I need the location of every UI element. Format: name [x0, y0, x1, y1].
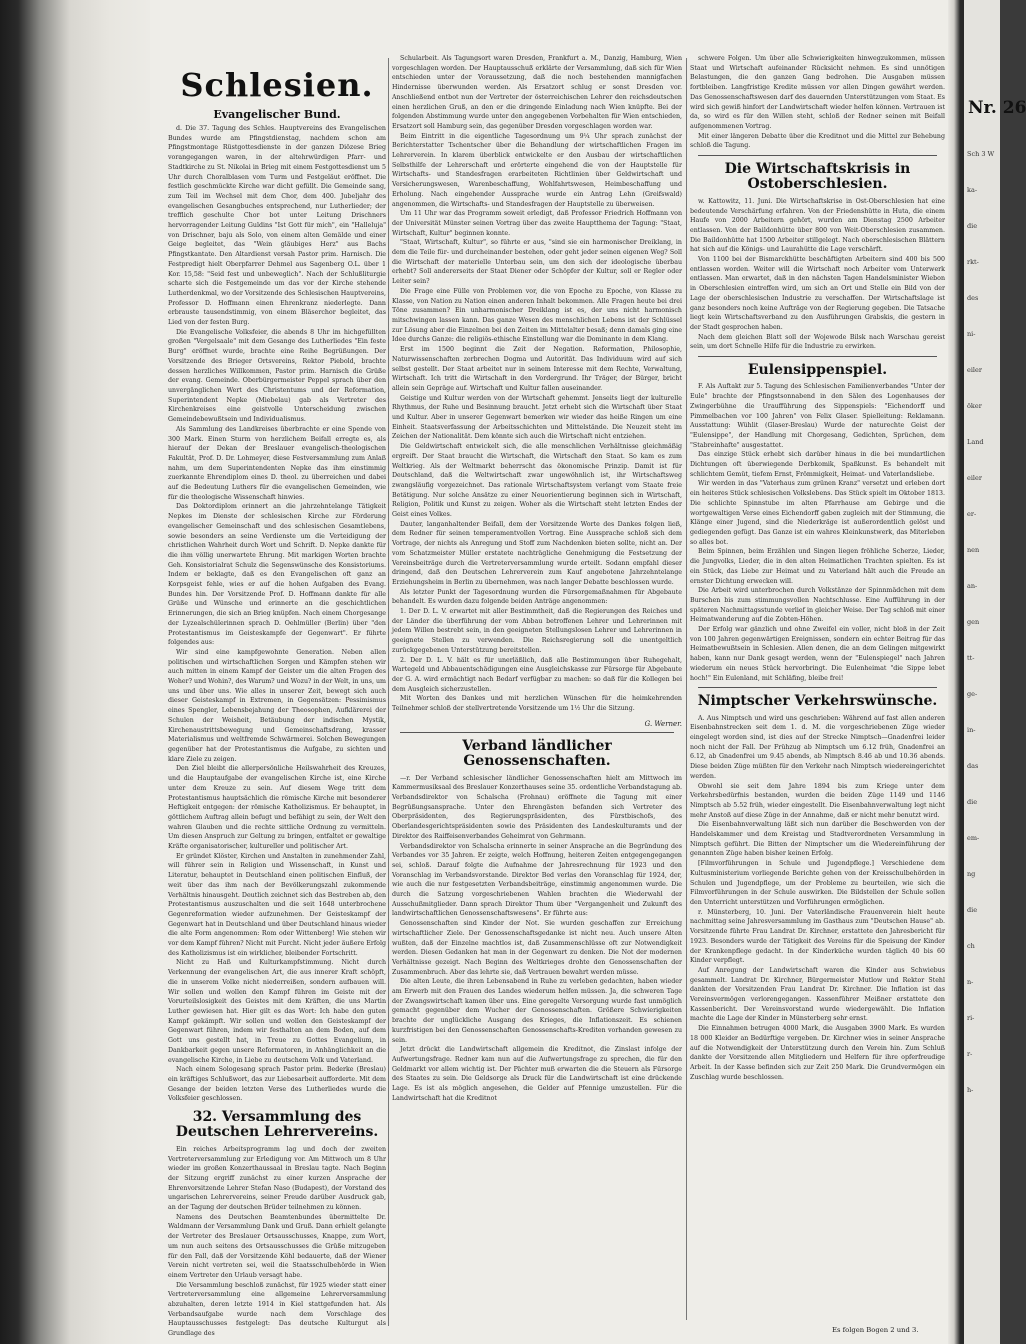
next-page-fragment: des — [967, 294, 979, 302]
paragraph: Die Evangelische Volksfeier, die abends 8 Uhr im hichgefüllten großen "Vergelsaale" mit dem Gesange des Lutherliedes "Ein feste Burg" eröffnet wurde, brachte eine Reihe Begrüßungen. Der Vorsitzende des Brieger Ortsvereins, Rektor Piebold, brachte dessen herzliches Willkommen, Pastor prim. Harnisch die Grüße der evang. Gemeinde. Oberbürgermeister Peppel sprach über den unvergänglichen Wert des Christentums und der Reformation, Superintendent Nepke (Miebelau) gab als Vertreter des Kirchenkreises eine geistvolle Unterscheidung zwischen Gemeindebewußtsein und Individualismus. — [168, 328, 386, 424]
section-title-lehrerverein: 32. Versammlung des Deutschen Lehrervereins. — [175, 1109, 379, 1141]
paragraph: Den Ziel bleibt die allerpersönliche Heilswahrheit des Kreuzes, und die Hauptaufgabe der evangelischen Kirche ist, eine Kirche unter dem Kreuze zu sein. Auf diesem Wege tritt dem Protestantismus hauptsächlich die römische Kirche mit besonderer Heftigkeit entgegen: der römische Katholizismus. Er behauptet, in göttlichem Auftrag allein befugt und befähigt zu sein, der Welt den wahren Glauben und die rechte sittliche Ordnung zu vermitteln. Um diesen Anspruch zur Geltung zu bringen, entfaltet er gewaltige Kräfte organisatorischer, kultureller und politischer Art. — [168, 765, 386, 851]
next-page-fragment: gen — [967, 618, 980, 626]
next-page-fragment: eiler — [967, 366, 982, 374]
next-page-fragment: er- — [967, 510, 977, 518]
section-title-nimptsch: Nimptscher Verkehrswünsche. — [697, 693, 938, 710]
paragraph: Wir werden in das "Vaterhaus zum grünen Kranz" versetzt und erleben dort ein heiteres Stück schlesischen Volkslebens. Das Stück spielt im Oktober 1813. Die schlichte Spinnstube im alten Pfarrhause am Gebirge und die wortgewaltigen Verse eines Eichendorff gaben zugleich mit der Stimmung, die Klänge einer Jugend, sind die Niederkräge ist außerordentlich gelöst und gediegenden gefügt. Das Ganze ist ein wahres Kleinkunstwerk, das Miterleben so alles bot. — [690, 480, 945, 546]
article-evangelischer-bund — [168, 124, 386, 1104]
divider — [698, 356, 937, 357]
article-wirtschaftskrisis — [690, 197, 945, 352]
paragraph: Nach einem Sologesang sprach Pastor prim. Bederke (Breslau) ein kräftiges Schlußwort, das zur Liebesarbeit aufforderte. Mit dem Gesange der beiden letzten Verse des Lutherliedes wurde die Volksfeier geschlossen. — [168, 1066, 386, 1103]
paragraph: Die alten Leute, die ihren Lebensabend in Ruhe zu verleben gedachten, haben wieder am Erwerb mit den Frauen des Landes wiederum helfen müssen. Ja, die schweren Tage der Zwangswirtschaft kamen über uns. Eine geregelte Versorgung wurde fast unmöglich gemacht gegenüber dem Wucher der Genossenschaften. Größere Schwierigkeiten brachte der unglückliche Ausgang des Krieges, die Inflationszeit. Es schienen kurzfristigen bei den Genossenschaften Genossenschafts-Krediten vorhanden gewesen zu sein. — [392, 978, 682, 1044]
next-page-fragment: die — [967, 798, 978, 806]
article-genossenschaften — [392, 774, 682, 1104]
paragraph: Erst im 1500 beginnt die Zeit der Negation. Reformation, Philosophie, Naturwissenschaften zerbrechen Dogma und Autorität. Das Individuum wird auf sich selbst gestellt. Der Staat arbeitet nur in seinem Interesse mit dem Rechte, Verwaltung, Wirtschaft. Ich tritt die Wirtschaft in den Vordergrund. Ihr Träger, der Bürger, bricht allein sein Gepräge auf. Wirtschaft und Kultur fallen auseinander. — [392, 346, 682, 392]
paragraph: Namens des Deutschen Beamtenbundes übermittelte Dr. Waldmann der Versammlung Dank und Gruß. Dann erhielt gelangte der Vertreter des Breslauer Ortsausschusses, Knappe, zum Wort, um nun auch seitens des Ortsausschusses die Grüße mitzugeben für den Fall, daß der Vorsitzende Köhl bedauerte, daß der Wiener Verein nicht vertreten sei, weil die Staatsschulbehörde in Wien einem Vertreter den Urlaub versagt habe. — [168, 1213, 386, 1279]
next-page-fragment: tt- — [967, 654, 975, 662]
paragraph: Nicht zu Haß und Kulturkampfstimmung. Nicht durch Verkennung der evangelischen Art, die aus innerer Kraft schöpft, die in unserem Volke nicht niederreißen, sondern aufbauen will. Wir sollen und wollen den Kampf führen im Geiste mit der Vorurteilslosigkeit des Geistes mit dem Kräften, die uns Martin Luther gewiesen hat. Hier gilt es das Wort: Ich habe den guten Kampf gekämpft. Wir sollen und wollen den Geisteskampf der Gegenwart führen, indem wir festhalten an dem Boden, auf dem Gott uns gestellt hat, in Treue zu Gottes Evangelium, in Dankbarkeit gegen unsere Reformatoren, in Anhänglichkeit an die evangelische Kirche, in Liebe zu deutschem Volk und Vaterland. — [168, 959, 386, 1064]
footer-note: Es folgen Bogen 2 und 3. — [832, 1326, 919, 1334]
divider — [400, 732, 674, 733]
paragraph: Beim Eintritt in die eigentliche Tagesordnung um 9¼ Uhr sprach zunächst der Berichterstatter Tschentscher über die Behandlung der wirtschaftlichen Fragen im Lehrerverein. In klarem überblick entwickelte er den Ausbau der wirtschaftlichen Selbsthilfe der Lehrerschaft und erörterte eingehend die von der Hauptstelle für Wirtschafts- und Standesfragen erarbeiteten Richtlinien über Geldwirtschaft und Versicherungswesen, Warenbeschaffung, Wohlfahrtswesen, Heimbeschaffung und Erholung. Nach eingehender Aussprache wurde ein Antrag Lehn (Greifswald) angenommen, die Wirtschafts- und Standesfragen der Hauptstelle zu überweisen. — [392, 132, 682, 208]
paragraph: Um 11 Uhr war das Programm soweit erledigt, daß Professor Friedrich Hoffmann von der Universität Münster seinen Vortrag über das zweite Hauptthema der Tagung: "Staat, Wirtschaft, Kultur" beginnen konnte. — [392, 210, 682, 237]
paragraph: Er gründet Klöster, Kirchen und Anstalten in zunehmender Zahl, will führer sein in Religion und Wissenschaft, in Kunst und Literatur, behauptet in Deutschland einen politischen Einfluß, der weit über das ihm nach der Bevölkerungszahl zukommende Verhältnis hinausgeht. Deutlich zeichnet sich das Bestreben ab, den Protestantismus auszuschalten und die seit 1648 unterbrochene Gegenreformation wieder aufzunehmen. Der Geisteskampf der Gegenwart hat in Deutschland und über Deutschland hinaus wieder die alte Form angenommen: Rom oder Wittenberg! Wie stehen wir vor dem Kampf führen? Nicht mit Furcht. Nicht jeder äußere Erfolg des Katholizismus ist ein wirklicher, bleibender Fortschritt. — [168, 852, 386, 957]
paragraph: F. Als Auftakt zur 5. Tagung des Schlesischen Familienverbandes "Unter der Eule" brachte der Pfingstsonnabend in den Sälen des Logenhauses der Zwingerbühne die Uraufführung des Sippenspiels: "Eichendorff und Pimmelbachen vor 100 Jahren" von Felix Glaser. Spielleitung: Reklamann. Ausstattung: Wühlit (Glaser-Breslau) Wurde der naturechte Geist der "Eulensippe", der Handlung mit Chorgesang, Gedichten, Sprüchen, dem "Stabreinhafte" ausgestattet. — [690, 383, 945, 449]
next-page-fragment: ni- — [967, 330, 976, 338]
paragraph: —r. Der Verband schlesischer ländlicher Genossenschaften hielt am Mittwoch im Kammermusiksaal des Breslauer Konzerthauses seine 35. ordentliche Verbandstagung ab. Verbandsdirektor von Schalscha (Frohnau) eröffnete die Tagung mit einer Begrüßungsansprache. Unter den Ehrengästen befanden sich Vertreter des Oberpräsidenten, des Regierungspräsidenten, des Fürstbischofs, des Oberlandesgerichtspräsidenten sowie des Präsidenten des Landeskulturamts und der Direktor des Raiffeisenverbandes Geheimrat von Gehrmann. — [392, 774, 682, 840]
paragraph: r. Münsterberg, 10. Juni. Der Vaterländische Frauenverein hielt heute nachmittag seine Jahresversammlung im Gasthaus zum "Deutschen Hause" ab. Vorsitzende führte Frau Landrat Dr. Kirchner, erstattete den Jahresbericht für 1923. Besonders wurde der Tätigkeit des Vereins für die Speisung der Kinder der Krankenpflege gedacht. In der Kinderküche wurden täglich 40 bis 60 Kinder verpflegt. — [690, 908, 945, 965]
article-lehrerverein — [168, 1145, 386, 1339]
paragraph: Geistige und Kultur werden von der Wirtschaft gehemmt. Jenseits liegt der kulturelle Rhythmus, der Ruhe und Besinnung braucht. Jetzt erhebt sich die Wirtschaft über Staat und Kultur. Aber in unserer Gegenwart bemerken wir wieder das heiße Ringen um eine Einheit. Staatsverfassung der Arbeitsschichten und Mittelstände. Die Neuzeit steht im Zeichen der Nationalität. Dem könnte sich auch die Wirtschaft nicht entziehen. — [392, 394, 682, 441]
column-separator-1 — [388, 58, 389, 1326]
next-page-fragment: Sch 3 W — [967, 150, 995, 158]
next-page-fragment: r- — [967, 1050, 973, 1058]
next-page-fragment: ng — [967, 870, 976, 878]
next-page-fragment: die — [967, 906, 978, 914]
article-lehrerverein-continued — [392, 54, 682, 714]
paragraph: Von 1100 bei der Bismarckhütte beschäftigten Arbeitern sind 400 bis 500 entlassen worden. Weiter will die Wirtschaft noch Arbeiter vom Unterwerk entlassen. Man erwartet, daß in den nächsten Tagen Handelsminister Wiebon in Oberschlesien eintreffen wird, um sich an Ort und Stelle ein Bild von der Lage der oberschlesischen Industrie zu verschaffen. Der Wirtschaftslage ist ganz besonders noch keine Aufträge von der Regierung gegeben. Die Tatsache liegt kein Wirtschaftsverband zu den Ausführungen Grabskis, die gestern in der Stadt gesprochen haben. — [690, 256, 945, 331]
paragraph: Genossenschaften sind Kinder der Not. Sie wurden geschaffen zur Erreichung wirtschaftlicher Ziele. Der Genossenschaftsgedanke ist nicht neu. Auch unsere Alten wußten, daß der Einzelne machtlos ist, daß Zusammenschlüsse oft zur Notwendigkeit werden. Diesen Gedanken hat man in der Gegenwart zu denken. Die Not der modernen Verhältnisse gezeigt. Nach Beginn des Weltkrieges drohte den Genossenschaften der Zusammenbruch. Aber das lehrte sie, daß Vertrauen bewahrt werden müsse. — [392, 920, 682, 976]
next-page-fragment: das — [967, 762, 979, 770]
paragraph: 2. Der D. L. V. hält es für unerläßlich, daß alle Bestimmungen über Ruhegehalt, Wartegeld und Abbauentschädigungen eine Ausgleichskasse zur Fürsorge für Abgebaute der G. A. wird ermächtigt nach Bedarf verfügbar zu machen: so daß für die Kollegen bei dem Ausgleich sicherzustellen. — [392, 656, 682, 693]
paragraph: A. Aus Nimptsch und wird uns geschrieben: Während auf fast allen anderen Eisenbahnstrecken seit dem 1. d. M. die vorgeschriebenen Züge wieder eingelegt worden sind, ist dies auf der Strecke Nimptsch—Gnadenfrei leider noch nicht der Fall. Der Frühzug ab Nimptsch um 6.12 früh, Gnadenfrei an 6.12, ab Gnadenfrei um 9.45 abends, ab Nimptsch 8.46 ab und 10.36 abends. Diese beiden Züge müßten für den Verkehr nach Nimptsch wiedereingerichtet werden. — [690, 714, 945, 780]
next-page-fragment: em- — [967, 834, 980, 842]
paragraph: Der Erfolg war gänzlich und ohne Zweifel ein voller, nicht bloß in der Zeit von 100 Jahren gegenwärtigen Ereignissen, sondern ein echter Beitrag für das Heimatbewußtsein in Schlesien. Allen denen, die an dem Gelingen mitgewirkt haben, kann nur Dank gesagt werden, wenn der "Eulenspiegel" nach Jahren wiederum ein neues Stück hervorbringt. Die Eulenheimat "die Sippe lebet hoch!" Ein Eulenland, mit Schläfing, bleibe frei! — [690, 626, 945, 682]
paragraph: Beim Spinnen, beim Erzählen und Singen liegen fröhliche Scherze, Lieder, die Jungvolks, Lieder, die in den alten Heimatlichen Trachten spielten. Es ist ein Stück, das Liebe zur Heimat und zu Vaterland hält auch die Freude an ernster Dichtung erwecken will. — [690, 548, 945, 585]
paragraph: Das Doktordiplom erinnert an die jahrzehntelange Tätigkeit Nepkes im Dienste der schlesischen Kirche zur Förderung evangelischer Gemeinschaft und des schlesischen Gesamtlebens, sowie besonders an seine Verdienste um die Verteidigung der christlichen Wahrheit durch Wort und Schrift. D. Nepke dankte für die ihm völlig unerwartete Ehrung. Mit markigen Worten brachte Geh. Konsistorialrat Schulz die Segenswünsche des Konsistoriums. Indem er beklagte, daß es den Evangelischen oft ganz an Korpsgeist fehle, wies er auf die hohen Aufgaben des Evang. Bundes hin. Der Vorsitzende Prof. D. Hoffmann dankte für alle Grüße und Wünsche und erinnerte an die geschichtlichen Erinnerungen, die sich an Brieg knüpfen. Nach einem Chorgesange der Lyzealschülerinnen sprach D. Oehlmüller (Berlin) über "den Protestantismus im Geisteskampfe der Gegenwart". Er führte folgendes aus: — [168, 503, 386, 647]
masthead-title: Schlesien. — [180, 66, 374, 104]
next-page-fragment: an- — [967, 582, 978, 590]
paragraph: Die Geldwirtschaft entwickelt sich, die alle menschlichen Verhältnisse gleichmäßig ergreift. Der Staat braucht die Wirtschaft, die Wirtschaft den Staat. So kam es zum Weltkrieg. Als der Weltmarkt beherrscht das ökonomische Prinzip. Damit ist für Deutschland, daß die Weltwirtschaft zwar ungewöhnlich ist, ihr Wirtschaftsweg zwangsläufig vorgezeichnet. Das rationale Wirtschaftsystem verlangt vom Staate freie Betätigung. Nur solche Ansätze zu einer Neuorientierung beginnen sich in Wirtschaft, Religion, Politik und Kunst zu zeigen. Woher als die Wirtschaft steht letzten Endes der Geist eines Volkes. — [392, 443, 682, 519]
paragraph: Obwohl sie seit dem Jahre 1894 bis zum Kriege unter dem Verkehrsbedürfnis bestanden, wurden die beiden Züge 1149 und 1146 Nimptsch ab 5.52 früh, wieder eingestellt. Die Eisenbahnverwaltung legt nicht mehr Anstoß auf diese Züge in der Annahme, daß er nicht mehr benutzt wird. — [690, 782, 945, 819]
section-title-wirtschaftskrisis: Die Wirtschaftskrisis in Ostoberschlesien. — [724, 161, 911, 193]
next-page-fragment: ge- — [967, 690, 978, 698]
next-page-number: Nr. 26 — [968, 98, 1026, 118]
paragraph: Die Eisenbahnverwaltung läßt sich nun darüber die Beschwerden von der Handelskammer und dem Kreistag und Stadtverordneten Versammlung in Nimptsch geführt. Die Bitten der Nimptscher um die Wiedereinführung der genannten Züge haben bisher keinen Erfolg. — [690, 821, 945, 858]
article-nimptsch — [690, 714, 945, 1083]
paragraph: Die Arbeit wird unterbrochen durch Volkstänze der Spinnmädchen mit dem Burschen bis zum stimmungsvollen Nachtschlusse. Eine Aufführung in der späteren Nachmittagsstunde verlief in gleicher Weise. Der Tag schloß mit einer Heimatwanderung auf die Zobten-Höhen. — [690, 587, 945, 624]
next-page-fragment: in- — [967, 726, 976, 734]
paragraph: [Filmvorführungen in Schule und Jugendpflege.] Verschiedene dem Kultusministerium vorliegende Berichte gehen von der Kreisschulbehörden in Schulen und Jugendpflege, um der Probleme zu beurteilen, wie sich die Filmvorführungen in der Schule auswirken. Die Bildstellen der Schule sollen den Unterricht unterstützen und Vorführungen ermöglichen. — [690, 860, 945, 906]
divider — [698, 687, 937, 688]
next-page-fragment: n- — [967, 978, 974, 986]
paragraph: Nach dem gleichen Blatt soll der Wojewode Bilsk nach Warschau gereist sein, um dort Schnelle Hilfe für die Industrie zu erwirken. — [690, 333, 945, 351]
paragraph: Die Einnahmen betrugen 4000 Mark, die Ausgaben 3900 Mark. Es wurden 18 000 Kleider an Bedürftige vergeben. Dr. Kirchner wies in seiner Ansprache auf die Notwendigkeit der Unterstützung durch den Verein hin. Zum Schluß dankte der Vorsitzende allen Mitgliedern und Helfern für ihre opferfreudige Arbeit. In der Kasse befinden sich zur Zeit 250 Mark. Die Grundvermögen ein Zuschlag wurde beschlossen. — [690, 1025, 945, 1081]
column-separator-2 — [686, 58, 687, 1320]
paragraph: Schularbeit. Als Tagungsort waren Dresden, Frankfurt a. M., Danzig, Hamburg, Wien vorgeschlagen worden. Der Hauptausschuß erklärte der Versammlung, daß sich für Wien entschieden unter der Voraussetzung, daß die noch bestehenden mannigfachen Hindernisse überwunden werden. Als Ersatzort schlug er sonst Dresden vor. Anschließend entbot nun der Vertreter der österreichischen Lehrer den reichsdeutschen einen herzlichen Gruß, an den er die dringende Einladung nach Wien knüpfte. Bei der folgenden Abstimmung wurde unter den angegebenen Vorbehalten für Wien entschieden, Ersatzort soll Hamburg sein, das gegenüber Dresden vorgeschlagen worden war. — [392, 55, 682, 130]
paragraph: Die Frage eine Fülle von Problemen vor, die von Epoche zu Epoche, von Klasse zu Klasse, von Nation zu Nation einen anderen Inhalt bekommen. Alle Fragen heute bei drei Töne zusammen? Ein unharmonischer Dreiklang ist es, der uns nicht harmonisch mitschwingen lassen kann. Das ganze Wesen des menschlichen Lebens ist der Schlüssel zur Lösung aber die Einzelnen bei den Zeiten im Mittelalter besaß; denn damals ging eine Idee durchs Ganze: die religiös-ethische Einstellung war die Dominante in dem Klang. — [392, 287, 682, 344]
paragraph: Mit einer längeren Debatte über die Kreditnot und die Mittel zur Behebung schloß die Tagung. — [690, 132, 945, 150]
paragraph: Das einzige Stück erhebt sich darüber hinaus in die bei mundartlichen Dichtungen oft überwiegende Derbkomik, Spaßkunst. Es behandelt mit schlichtem Gemüt, tiefem Ernst, Frömmigkeit, Heimat- und Vaterlandsliebe. — [690, 451, 945, 478]
author-note: G. Werner. — [644, 719, 682, 728]
paragraph: w. Kattowitz, 11. Juni. Die Wirtschaftskrise in Ost-Oberschlesien hat eine bedeutende Verschärfung erfahren. Von der Friedenshütte in Huta, die einem Haufe von 2000 Arbeitern gehört, wurden am Dienstag 2500 Arbeiter entlassen. Von der Baildonhütte über 800 von Weit-Oberschlesien zusammen. Die Baildonhütte hat 1500 Arbeiter stillgelegt. Nach oberschlesischen Blättern hat sich auf die Königs- und Laurahütte die Lage verschärft. — [690, 197, 945, 254]
paragraph: Mit Worten des Dankes und mit herzlichen Wünschen für die heimkehrenden Teilnehmer schloß der stellvertretende Vorsitzende um 1½ Uhr die Sitzung. — [392, 695, 682, 713]
article-genossenschaften-continued — [690, 54, 945, 151]
paragraph: Auf Anregung der Landwirtschaft waren die Kinder aus Schwiebus gesammelt. Landrat Dr. Kirchner, Bürgermeister Mutlow und Rektor Stehl dankten der Vorsitzenden Frau Landrat Dr. Kirchner. Die Inflation ist das Vereinsvermögen verlorengegangen. Kassenführer Meißner erstattete den Kassenbericht. Der Vereinsvorstand wurde wiedergewählt. Die Inflation machte die Lage der Kinder in Münsterberg sehr ernst. — [690, 966, 945, 1023]
next-page-fragment: h- — [967, 1086, 974, 1094]
left-column — [168, 56, 386, 1338]
next-page-fragment: ri- — [967, 1014, 975, 1022]
paragraph: 1. Der D. L. V. erwartet mit aller Bestimmtheit, daß die Regierungen des Reiches und der Länder die überführung der vom Abbau betroffenen Lehrer und Lehrerinnen mit jedem Willen bestrebt sein, in den geeigneten Stellungslosen Lehrer und Lehrerinnen in geeignete Stellen zu verwenden. Die Reichsregierung soll die unentgeltlich zurückgegebenen Unterstützung bereitstellen. — [392, 608, 682, 654]
section-title-evangelischer-bund: Evangelischer Bund. — [213, 108, 341, 121]
next-page-strip — [964, 0, 1026, 1344]
section-title-eulensippenspiel: Eulensippenspiel. — [747, 362, 888, 379]
paragraph: Dauter, langanhaltender Beifall, dem der Vorsitzende Worte des Dankes folgen ließ, dem Redner für seinen temperamentvollen Vortrag. Eine Aussprache schloß sich dem Vortrage, der nichts als Anregung und Stoff zum Nachdenken bieten sollte, nicht an. Der vom Schatzmeister Müller erstatete nachträgliche Genehmigung die Festsetzung der Vereinsbeiträge durch die Vertreterversammlung wurde erteilt. Sodann empfahl dieser dringend, daß den Deutschen Lehrerverein zum Kauf angebotene Jahrzehntelange Erziehungsheim in Berlin zu übernehmen, was nach langer Debatte beschlossen wurde. — [392, 520, 682, 586]
paragraph: Als letzter Punkt der Tagesordnung wurden die Fürsorgemaßnahmen für Abgebaute behandelt. Es wurden dazu folgende beiden Anträge angenommen: — [392, 588, 682, 606]
binding-edge — [0, 0, 150, 1344]
paragraph: Wir sind eine kampfgewohnte Generation. Neben allen politischen und wirtschaftlichen Sorgen und Kämpfen stehen wir auch mitten in einem Kampf der Geister um die alten Fragen des Woher? und Wohin?, des Warum? und Wozu? in der Welt, in uns, um uns und über uns. Wie alles in unserer Zeit, bewegt sich auch dieser Geisteskampf in Extremen, in Gegensätzen: Pessimismus eines Spengler, Lebensbejahung der Theosophen, Aufklärerei der Schulen der Weisheit, Betäubung der indischen Mystik, Kirchenaustrittsbewegung und Gemeinschaftsdrang, krasser Materialismus und weltfremde Schwärmerei. Solchen Bewegungen gegenüber hat der Protestantismus die Aufgabe, zu sichten und klare Ziele zu zeigen. — [168, 648, 386, 763]
middle-column — [392, 54, 682, 1274]
next-page-fragment: öker — [967, 402, 982, 410]
next-page-fragment: Land — [967, 438, 984, 446]
paragraph: Die Versammlung beschloß zunächst, für 1925 wieder statt einer Vertreterversammlung eine allgemeine Lehrerversammlung abzuhalten, deren letzte 1914 in Kiel stattgefunden hat. Als Verbandsaufgabe wurde nach dem Vorschlage des Hauptausschusses festgelegt: Das deutsche Kulturgut als Grundlage des — [168, 1281, 386, 1338]
next-page-fragment: eiler — [967, 474, 982, 482]
paragraph: "Staat, Wirtschaft, Kultur", so führte er aus, "sind sie ein harmonischer Dreiklang, in dem die Teile für- und durcheinander bestehen, oder geht jeder seinen eigenen Weg? Soll die Wirtschaft der materielle Unterbau sein, um den sich der ideologische überbau erhebt? Soll andererseits der Staat Diener oder Schöpfer der Kultur, soll er Regler oder Leiter sein? — [392, 239, 682, 286]
next-page-fragment: rkt- — [967, 258, 979, 266]
section-title-genossenschaften: Verband ländlicher Genossenschaften. — [462, 737, 612, 770]
paragraph: schwere Folgen. Um über alle Schwierigkeiten hinwegzukommen, müssen Staat und Wirtschaft aufeinander Rücksicht nehmen. Es sind unnötigen Belastungen, die den ganzen Gang bedrohen. Die Ausgaben müssen fortbleiben. Langfristige Kredite müssen vor allen Dingen gewährt werden. Das Genossenschaftswesen darf des dauernden Unterstützungen vom Staat. Es wird sich gewiß hinfort der Landwirtschaft wieder helfen können. Vertrauen ist da, so wird es für den Willen steht, schloß der Redner seinen mit Beifall aufgenommenen Vortrag. — [690, 55, 945, 130]
next-page-fragment: ch — [967, 942, 975, 950]
paragraph: Verbandsdirektor von Schalscha erinnerte in seiner Ansprache an die Begründung des Verbandes vor 35 Jahren. Er zeigte, welch Hoffnung, heiteren Zeiten entgegengegangen sei, schloß. Darauf folgte die Aufnahme der Jahresrechnung für 1923 und den Voranschlag im Verbandsvorstande. Direktor Bed verlas den Voranschlag für 1924, der, wie auch die nur festgesetzten Verbandsbeiträge, einstimmig angenommen wurde. Die durch die Satzung vorgeschriebenen Wahlen brachten die Wiederwahl der Ausschußmitglieder. Dann sprach Direktor Thum über "Vergangenheit und Zukunft des landwirtschaftlichen Genossenschaftswesens". Er führte aus: — [392, 842, 682, 918]
article-eulensippenspiel — [690, 382, 945, 683]
divider — [698, 155, 937, 156]
paragraph: Ein reiches Arbeitsprogramm lag und doch der zweiten Vertreterversammlung zur Erledigung vor. Am Mittwoch um 8 Uhr wieder im großen Konzerthaussaal in Breslau tagte. Nach Beginn der Sitzung ergriff zunächst zu einer kurzen Ansprache der Ehrenvorsitzende Lehrer Stefan Naso (Budapest), der Vorstand des ungarischen Lehrervereins, seiner Freude darüber Ausdruck gab, an der Tagung der deutschen Brüder teilnehmen zu können. — [168, 1145, 386, 1212]
paragraph: Jetzt drückt die Landwirtschaft allgemein die Kreditnot, die Zinslast infolge der Aufwertungsfrage. Redner kam nun auf die Aufwertungsfrage zu sprechen, die für den Geldmarkt vor allem wichtig ist. Der Pächter muß erwarten die die Steuern als Fürsorge des Staates zu sein. Die Geldsorge als Druck für die Landwirtschaft ist eine drückende Lage. Es ist als möglich angesehen, die Gelder auf Pfennige umzustellen. Für die Landwirtschaft hat die Kreditnot — [392, 1046, 682, 1102]
next-page-fragment: die — [967, 222, 978, 230]
right-column — [690, 54, 945, 1304]
paragraph: d. Die 37. Tagung des Schles. Hauptvereins des Evangelischen Bundes wurde am Pfingstdienstag, nachdem schon am Pfingstmontage Rüstgottesdienste in der ganzen Diözese Brieg vorangegangen waren, in der altehrwürdigen Pfarr- und Stadtkirche zu St. Nikolai in Brieg mit einem Festgottesdienst um 5 Uhr durch Choralblasen vom Turm und Festgeläut eröffnet. Die festlich geschmückte Kirche war dicht gefüllt. Die Gemeinde sang, zum Teil im Wechsel mit dem Chor, dem 400. Jubeljahr des evangelischen Gesangbuches entsprechend, nur Lutherlieder; der trefflich geschulte Chor bot unter Leitung Drischners hervorragender Leitung Guldins "Ist Gott für mich", ein "Halleluja" von Drischner, baju als Solo, von einem alten Gemälde und einer Geige begleitet, das "Wein gläubiges Herz" aus Bachs Pfingstkantate. Den Altardienst versah Pastor prim. Harnisch. Die Festpredigt hielt Oberpfarrer Dehmel aus Sagenberg O.L. über 1 Kor. 15,58: "Seid fest und unbeweglich". Nach der Schlußliturgie scharte sich die Festgemeinde um das vor der Kirche stehende Lutherdenkmal, wo der Vorsitzende des Schlesischen Hauptvereins, Professor D. Hoffmann einen Ehrenkranz niederlegte. Dann erbrauste tausendstimmig, von einem Bläserchor begleitet, das Lied von der festen Burg. — [168, 125, 386, 327]
paragraph: Als Sammlung des Landkreises überbrachte er eine Spende von 300 Mark. Einen Sturm von herzlichem Beifall erregte es, als hierauf der Dekan der Breslauer evangelisch-theologischen Fakultät, Prof. D. Dr. Lohmeyer, diese Festversammlung zum Anlaß nahm, um dem Superintendenten Nepke das ihm einstimmig zuerkannte Ehrendiplom eines D. theol. zu überreichen und dabei auf die Bedeutung Luthers für die evangelischen Gemeinden, wie für die theologische Wissenschaft hinwies. — [168, 425, 386, 501]
next-page-fragment: ka- — [967, 186, 978, 194]
next-page-fragment: nen — [967, 546, 980, 554]
